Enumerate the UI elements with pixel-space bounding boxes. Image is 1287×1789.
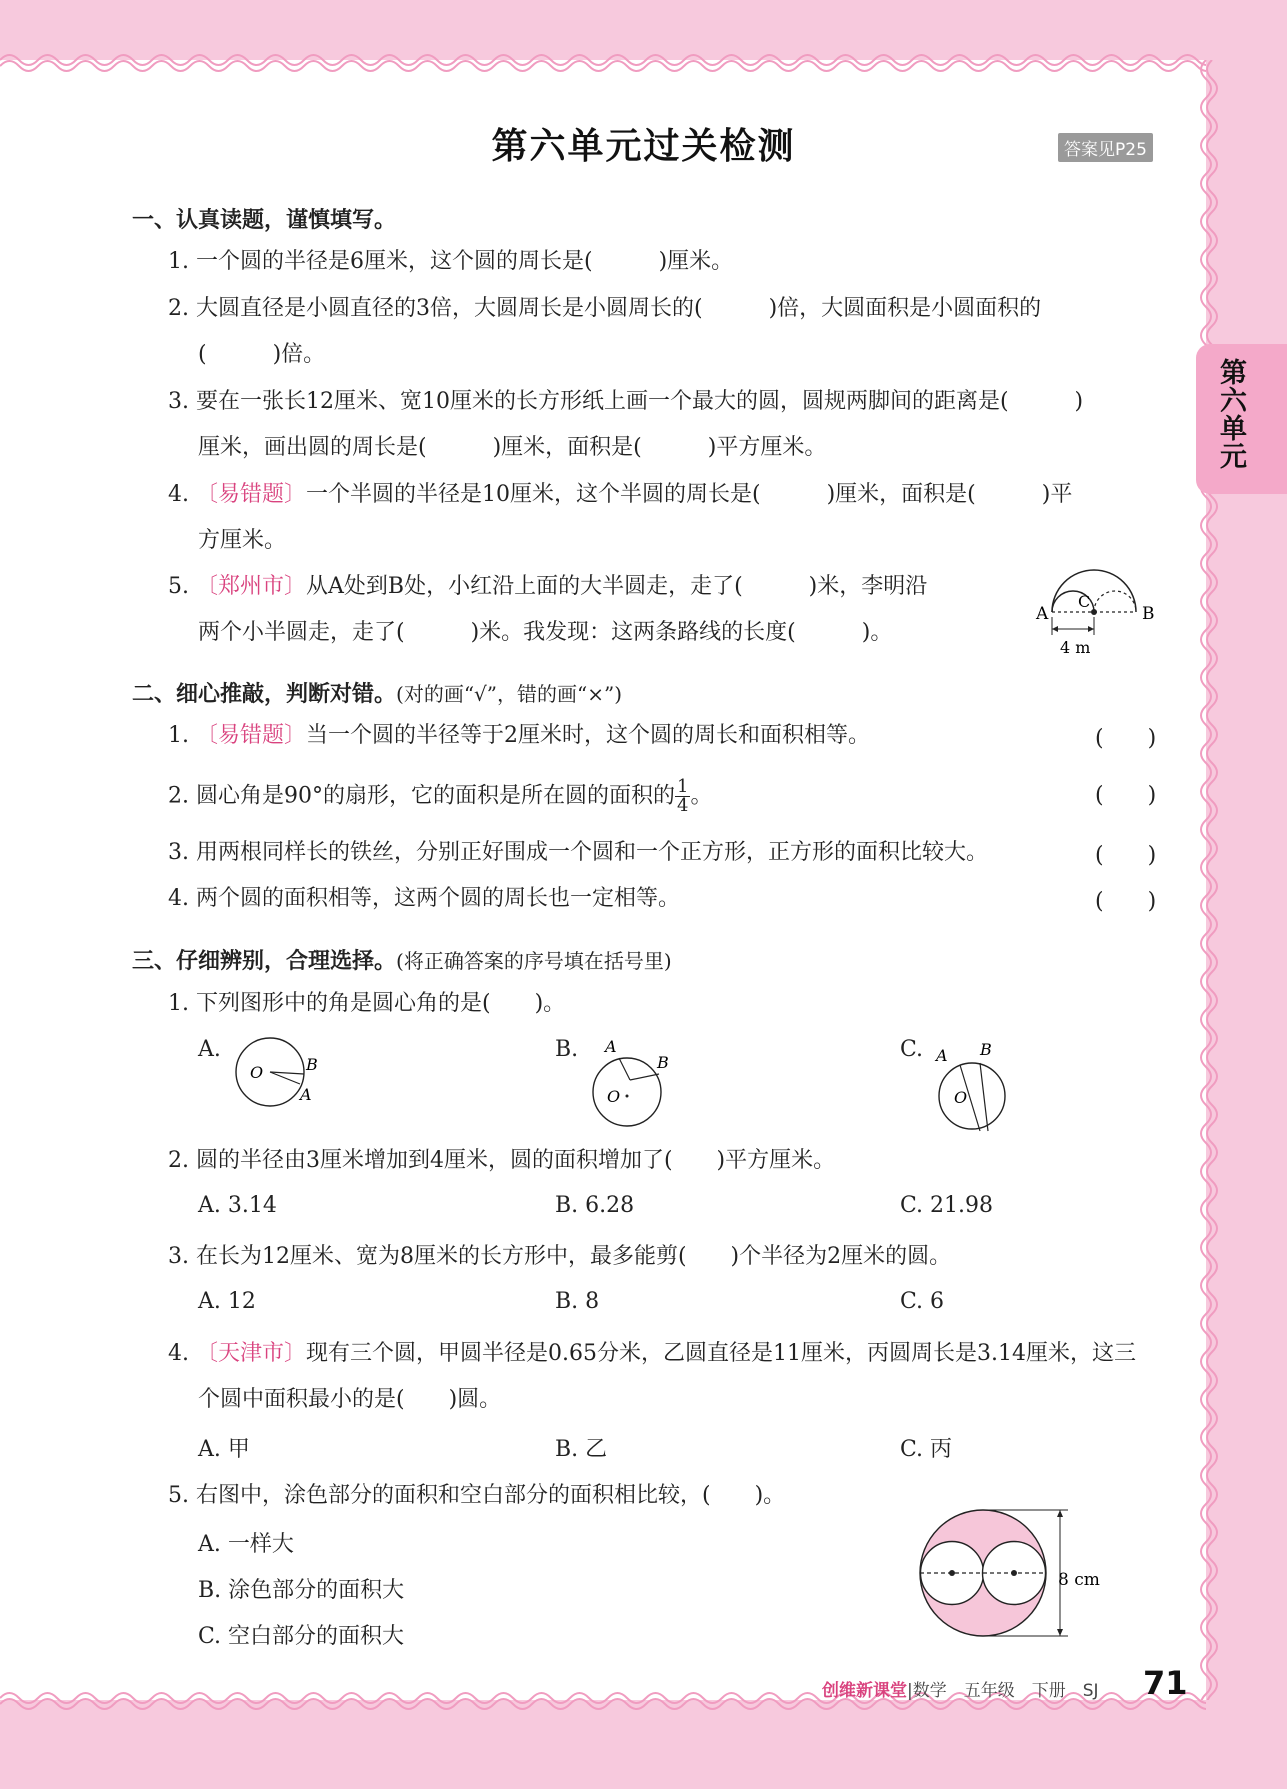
s1-question-3-line1: 3. 要在一张长12厘米、宽10厘米的长方形纸上画一个最大的圆，圆规两脚间的距离是( ): [168, 389, 1084, 414]
fig-dimension: 4 m: [1060, 638, 1091, 657]
s3-question-5: 5. 右图中，涂色部分的面积和空白部分的面积相比较，( )。: [168, 1483, 786, 1508]
s3-q4-option-b[interactable]: B. 乙: [555, 1437, 608, 1462]
s2-question-4: 4. 两个圆的面积相等，这两个圆的周长也一定相等。: [168, 886, 680, 911]
figure-option-a-circle: [228, 1030, 328, 1110]
section-3-title: 三、仔细辨别，合理选择。: [132, 949, 397, 974]
s1-q5-tag: 〔郑州市〕: [196, 574, 307, 599]
wavy-top-border: [0, 46, 1206, 76]
s3-q1-option-c[interactable]: C.: [900, 1037, 924, 1062]
semicircle-route-figure: [1030, 555, 1180, 665]
s1-q5-text: 从A处到B处，小红沿上面的大半圆走，走了( )米，李明沿: [306, 574, 928, 599]
fig-c-label-a: A: [936, 1046, 948, 1065]
s3-question-4-line2: 个圆中面积最小的是( )圆。: [198, 1387, 502, 1412]
figure-option-b-circle: [585, 1032, 685, 1132]
fig-a-label-b: B: [306, 1055, 318, 1074]
section-1-heading: 一、认真读题，谨慎填写。: [132, 208, 397, 233]
s3-question-2: 2. 圆的半径由3厘米增加到4厘米，圆的面积增加了( )平方厘米。: [168, 1148, 836, 1173]
s2-q1-number: 1.: [168, 723, 189, 748]
page-title: 第六单元过关检测: [491, 126, 796, 167]
fig-b-label-b: B: [657, 1053, 669, 1072]
one-quarter-fraction: [675, 778, 690, 815]
s1-question-5-line1: [168, 572, 927, 602]
unit-side-tab: [1196, 344, 1287, 494]
answer-reference-badge: 答案见P25: [1058, 133, 1153, 162]
section-3-heading: [132, 944, 672, 975]
s3-question-4-line1: [168, 1339, 1136, 1369]
s3-question-3: 3. 在长为12厘米、宽为8厘米的长方形中，最多能剪( )个半径为2厘米的圆。: [168, 1244, 952, 1269]
fraction-denominator: 4: [676, 795, 689, 816]
fig-c-label-o: O: [954, 1088, 968, 1107]
fig-label-b: B: [1142, 604, 1155, 624]
s3-q3-option-b[interactable]: B. 8: [555, 1289, 600, 1314]
s3-question-1: 1. 下列图形中的角是圆心角的是( )。: [168, 991, 566, 1016]
s3-q5-option-b[interactable]: B. 涂色部分的面积大: [198, 1578, 405, 1603]
s2-q1-tag: 〔易错题〕: [196, 723, 307, 748]
s3-q2-option-b[interactable]: B. 6.28: [555, 1193, 635, 1218]
s2-q2-text: 2. 圆心角是90°的扇形，它的面积是所在圆的面积的: [168, 783, 675, 809]
s1-q4-text: 一个半圆的半径是10厘米，这个半圆的周长是( )厘米，面积是( )平: [306, 482, 1073, 507]
s1-q4-number: 4.: [168, 482, 189, 507]
s2-q4-answer-paren[interactable]: ( ): [1095, 889, 1157, 914]
s2-q2-answer-paren[interactable]: ( ): [1095, 783, 1157, 808]
s3-q4-option-c[interactable]: C. 丙: [900, 1437, 953, 1462]
footer-book-info: |数学 五年级 下册 SJ: [907, 1681, 1099, 1701]
fraction-numerator: 1: [676, 776, 689, 797]
figure-option-c-circle: [930, 1035, 1020, 1135]
figure-dimension-label: 8 cm: [1058, 1570, 1100, 1590]
section-2-note: (对的画“√”，错的画“×”): [396, 682, 623, 706]
s2-q1-answer-paren[interactable]: ( ): [1095, 726, 1157, 751]
unit-tab-label: 第六单元: [1215, 358, 1246, 470]
s1-question-5-line2: 两个小半圆走，走了( )米。我发现：这两条路线的长度( )。: [198, 620, 893, 645]
s3-q3-option-a[interactable]: A. 12: [198, 1289, 256, 1314]
fig-label-c: C: [1078, 592, 1091, 611]
s3-q4-number: 4.: [168, 1341, 189, 1366]
s3-q4-tag: 〔天津市〕: [196, 1341, 307, 1366]
s3-q5-option-c[interactable]: C. 空白部分的面积大: [198, 1624, 405, 1649]
s1-question-4-line2: 方厘米。: [198, 528, 287, 553]
s1-question-4-line1: [168, 480, 1072, 510]
s1-question-3-line2: 厘米，画出圆的周长是( )厘米，面积是( )平方厘米。: [198, 435, 827, 460]
s1-question-2-line2: ( )倍。: [198, 342, 326, 367]
s3-q5-option-a[interactable]: A. 一样大: [198, 1532, 294, 1557]
s1-q5-number: 5.: [168, 574, 189, 599]
fig-a-label-a: A: [300, 1085, 312, 1104]
s1-question-2-line1: 2. 大圆直径是小圆直径的3倍，大圆周长是小圆周长的( )倍，大圆面积是小圆面积的: [168, 296, 1042, 321]
s2-q2-end: 。: [690, 783, 713, 809]
section-2-heading: [132, 677, 622, 708]
s3-q3-option-c[interactable]: C. 6: [900, 1289, 945, 1314]
wavy-right-border: [1196, 60, 1220, 1700]
s2-q3-answer-paren[interactable]: ( ): [1095, 843, 1157, 868]
s2-question-2: [168, 778, 712, 815]
s3-q2-option-a[interactable]: A. 3.14: [198, 1193, 277, 1218]
s3-q2-option-c[interactable]: C. 21.98: [900, 1193, 994, 1218]
shaded-circle-figure: [910, 1505, 1110, 1645]
s3-q4-option-a[interactable]: A. 甲: [198, 1437, 250, 1462]
s3-q4-text: 现有三个圆，甲圆半径是0.65分米，乙圆直径是11厘米，丙圆周长是3.14厘米，这三: [306, 1341, 1136, 1366]
s2-q1-text: 当一个圆的半径等于2厘米时，这个圆的周长和面积相等。: [306, 723, 871, 748]
section-3-note: (将正确答案的序号填在括号里): [396, 949, 672, 973]
fig-b-label-a: A: [605, 1037, 617, 1056]
footer-brand-name: 创维新课堂: [822, 1681, 907, 1701]
s3-q1-option-a[interactable]: A.: [198, 1037, 221, 1062]
page-number: 71: [1143, 1664, 1188, 1702]
fig-c-label-b: B: [980, 1040, 992, 1059]
footer-brand: [822, 1676, 1099, 1701]
fig-label-a: A: [1036, 604, 1049, 624]
s1-question-1: 1. 一个圆的半径是6厘米，这个圆的周长是( )厘米。: [168, 249, 734, 274]
section-2-title: 二、细心推敲，判断对错。: [132, 682, 397, 707]
s2-question-1: [168, 721, 870, 751]
fig-a-label-o: O: [250, 1063, 264, 1082]
s2-question-3: 3. 用两根同样长的铁丝，分别正好围成一个圆和一个正方形，正方形的面积比较大。: [168, 840, 988, 865]
fig-b-label-o: O: [607, 1087, 621, 1106]
s1-q4-tag: 〔易错题〕: [196, 482, 307, 507]
s3-q1-option-b[interactable]: B.: [555, 1037, 579, 1062]
